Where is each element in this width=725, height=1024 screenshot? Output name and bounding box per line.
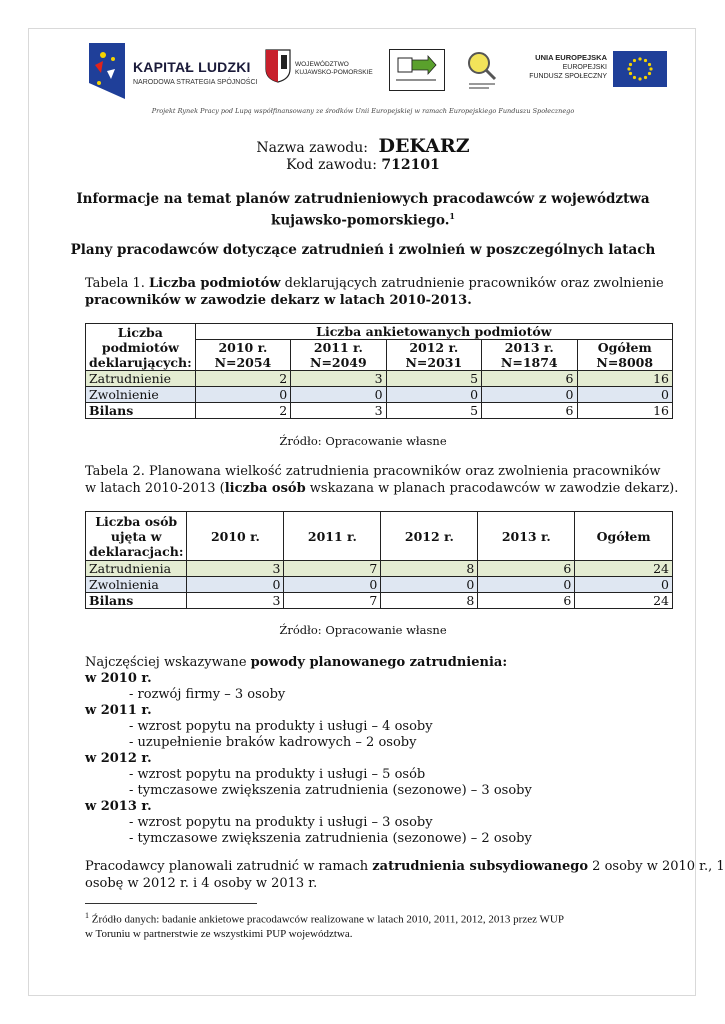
- table-cell: 16: [577, 403, 673, 419]
- profession-label: Nazwa zawodu:: [256, 140, 369, 156]
- eu-line2: EUROPEJSKI: [562, 64, 607, 71]
- table-cell: 3: [187, 593, 284, 609]
- table-cell: 0: [575, 577, 673, 593]
- table1-caption-prefix: Tabela 1.: [85, 276, 150, 291]
- table2-caption-line1: Tabela 2. Planowana wielkość zatrudnienia pracowników oraz zwolnienia pracowników: [85, 464, 661, 479]
- table2-caption-pre: w latach 2010-2013 (: [85, 481, 225, 496]
- profession-title: [29, 135, 697, 159]
- table2-caption-post: wskazana w planach pracodawców w zawodzie dekarz).: [305, 481, 679, 496]
- eu-logo: [503, 51, 679, 101]
- subsidy-pre: Pracodawcy planowali zatrudnić w ramach: [85, 859, 373, 874]
- table-cell: 0: [195, 387, 290, 403]
- kapital-ludzki-title: KAPITAŁ LUDZKI: [133, 59, 251, 75]
- subsidy-line2: osobę w 2012 r. i 4 osoby w 2013 r.: [85, 876, 318, 891]
- col-n: N=2049: [310, 355, 367, 370]
- row-label: Zatrudnienia: [86, 561, 187, 577]
- table1-caption-line2: pracowników w zawodzie dekarz w latach 2010-2013.: [85, 293, 472, 308]
- reasons-item: - tymczasowe zwiększenia zatrudnienia (sezonowe) – 2 osoby: [129, 831, 532, 846]
- table-cell: 8: [381, 561, 478, 577]
- table-cell: 6: [478, 561, 575, 577]
- profession-value: DEKARZ: [378, 135, 470, 157]
- row-label: Bilans: [86, 403, 196, 419]
- table-cell: 0: [482, 387, 577, 403]
- table-row: [86, 403, 673, 419]
- footnote-number: 1: [85, 911, 89, 920]
- eu-flag-icon: [613, 51, 667, 87]
- table1-col-header: [577, 340, 673, 371]
- table-cell: 0: [386, 387, 481, 403]
- kapital-ludzki-flag-icon: [89, 43, 125, 99]
- table1-col-header: [386, 340, 481, 371]
- document-page: [28, 28, 725, 996]
- row-label: Zwolnienia: [86, 577, 187, 593]
- reasons-intro-bold: powody planowanego zatrudnienia:: [250, 655, 508, 670]
- col-n: N=2031: [405, 355, 463, 370]
- table-cell: 2: [195, 371, 290, 387]
- wojewodztwo-line2: KUJAWSKO-POMORSKIE: [295, 69, 373, 76]
- reasons-intro-text: Najczęściej wskazywane: [85, 655, 251, 670]
- table2-col-header: Ogółem: [575, 512, 673, 561]
- col-n: N=8008: [596, 355, 654, 370]
- reasons-item: - wzrost popytu na produkty i usługi – 5 osób: [129, 767, 426, 782]
- table1-caption-line1: [85, 275, 664, 292]
- reasons-year: w 2013 r.: [85, 799, 152, 814]
- table-cell: 0: [381, 577, 478, 593]
- table-cell: 3: [291, 371, 386, 387]
- table1-caption-rest: deklarujących zatrudnienie pracowników oraz zwolnienie: [280, 276, 664, 291]
- reasons-item: - uzupełnienie braków kadrowych – 2 osoby: [129, 735, 417, 750]
- footnote-line1: [85, 909, 564, 927]
- footnote-text: Źródło danych: badanie ankietowe pracodawców realizowane w latach 2010, 2011, 2012, 2013 przez WUP: [91, 913, 564, 926]
- code-label: Kod zawodu:: [286, 157, 377, 173]
- row-label: Bilans: [86, 593, 187, 609]
- project-funding-line: Projekt Rynek Pracy pod Lupą współfinansowany ze środków Unii Europejskiej w ramach Europejskiego Funduszu Społecznego: [151, 107, 575, 115]
- heading-plans-info-region: kujawsko-pomorskiego.: [271, 212, 450, 229]
- table2-caption-bold: liczba osób: [224, 481, 306, 496]
- table2-caption-line2: [85, 480, 678, 497]
- wojewodztwo-logo: [265, 49, 385, 99]
- subsidy-line1: [85, 858, 725, 875]
- table2-header-row: [86, 512, 673, 561]
- table2-col-header: 2011 r.: [284, 512, 381, 561]
- footnote: [85, 909, 564, 941]
- table1: [85, 323, 673, 419]
- row-label: Zwolnienie: [86, 387, 196, 403]
- col-n: N=2054: [214, 355, 272, 370]
- table-cell: 16: [577, 371, 673, 387]
- table-cell: 3: [187, 561, 284, 577]
- table-cell: 7: [284, 593, 381, 609]
- kapital-ludzki-subtitle: NARODOWA STRATEGIA SPÓJNOŚCI: [133, 79, 258, 86]
- table-row: [86, 577, 673, 593]
- kapital-ludzki-logo: [89, 43, 259, 103]
- table-cell: 5: [386, 371, 481, 387]
- eu-line3: FUNDUSZ SPOŁECZNY: [529, 73, 607, 80]
- heading-yearly-plans: Plany pracodawców dotyczące zatrudnień i zwolnień w poszczególnych latach: [70, 242, 656, 258]
- table-cell: 24: [575, 593, 673, 609]
- subsidy-bold: zatrudnienia subsydiowanego: [372, 859, 589, 874]
- wojewodztwo-text: [295, 61, 373, 77]
- table1-group-header: Liczba ankietowanych podmiotów: [195, 324, 672, 340]
- col-year: 2011 r.: [313, 340, 363, 355]
- table1-col-header: [195, 340, 290, 371]
- table-cell: 8: [381, 593, 478, 609]
- table-cell: 2: [195, 403, 290, 419]
- col-year: 2012 r.: [409, 340, 459, 355]
- profession-code: [29, 157, 697, 174]
- table2-col-header: 2013 r.: [478, 512, 575, 561]
- reasons-item: - wzrost popytu na produkty i usługi – 4 osoby: [129, 719, 433, 734]
- col-n: N=1874: [500, 355, 558, 370]
- wup-logo: [389, 49, 445, 91]
- row-label: Zatrudnienie: [86, 371, 196, 387]
- reasons-year: w 2010 r.: [85, 671, 152, 686]
- footnote-ref: 1: [449, 211, 455, 221]
- table2-source: Źródło: Opracowanie własne: [279, 623, 447, 637]
- table-cell: 24: [575, 561, 673, 577]
- eu-line1: UNIA EUROPEJSKA: [535, 53, 607, 62]
- code-value: 712101: [381, 157, 440, 173]
- subsidy-post: 2 osoby w 2010 r., 1: [588, 859, 725, 874]
- reasons-year: w 2011 r.: [85, 703, 152, 718]
- header-logos: [89, 41, 679, 111]
- reasons-item: - wzrost popytu na produkty i usługi – 3 osoby: [129, 815, 433, 830]
- table-row: [86, 387, 673, 403]
- table2-col-header: 2012 r.: [381, 512, 478, 561]
- table-cell: 0: [284, 577, 381, 593]
- table-cell: 0: [291, 387, 386, 403]
- table-cell: 6: [482, 371, 577, 387]
- table2: [85, 511, 673, 609]
- table-row: [86, 561, 673, 577]
- table-cell: 5: [386, 403, 481, 419]
- eu-text: [503, 53, 607, 81]
- table1-col-header: [291, 340, 386, 371]
- magnifier-icon: [465, 49, 501, 95]
- wup-arrow-icon: [390, 50, 443, 89]
- table-cell: 7: [284, 561, 381, 577]
- table-cell: 3: [291, 403, 386, 419]
- heading-plans-info-line2: [29, 208, 697, 230]
- footnote-line2: w Toruniu w partnerstwie ze wszystkimi PUP województwa.: [85, 927, 353, 940]
- col-year: 2010 r.: [218, 340, 268, 355]
- reasons-item: - tymczasowe zwiększenia zatrudnienia (sezonowe) – 3 osoby: [129, 783, 532, 798]
- table-cell: 6: [478, 593, 575, 609]
- table1-col-header: [482, 340, 577, 371]
- table-row: [86, 593, 673, 609]
- table1-caption-bold: Liczba podmiotów: [149, 276, 281, 291]
- footnote-divider: [85, 903, 257, 904]
- table1-corner-header: Liczba podmiotów deklarujących:: [86, 324, 196, 371]
- table1-header-row: [86, 324, 673, 340]
- table-cell: 0: [187, 577, 284, 593]
- heading-plans-info-line1: Informacje na temat planów zatrudnieniowych pracodawców z województwa: [76, 191, 650, 207]
- col-year: Ogółem: [597, 340, 652, 355]
- table2-corner-header: Liczba osób ujęta w deklaracjach:: [86, 512, 187, 561]
- wojewodztwo-crest-icon: [265, 49, 291, 83]
- table2-col-header: 2010 r.: [187, 512, 284, 561]
- table1-source: Źródło: Opracowanie własne: [279, 434, 447, 448]
- table-cell: 6: [482, 403, 577, 419]
- reasons-intro: [85, 654, 507, 671]
- wojewodztwo-line1: WOJEWÓDZTWO: [295, 61, 349, 68]
- table-cell: 0: [478, 577, 575, 593]
- reasons-item: - rozwój firmy – 3 osoby: [129, 687, 286, 702]
- col-year: 2013 r.: [504, 340, 554, 355]
- table-row: [86, 371, 673, 387]
- table-cell: 0: [577, 387, 673, 403]
- reasons-year: w 2012 r.: [85, 751, 152, 766]
- rynek-pracy-pod-lupa-logo: [465, 49, 501, 95]
